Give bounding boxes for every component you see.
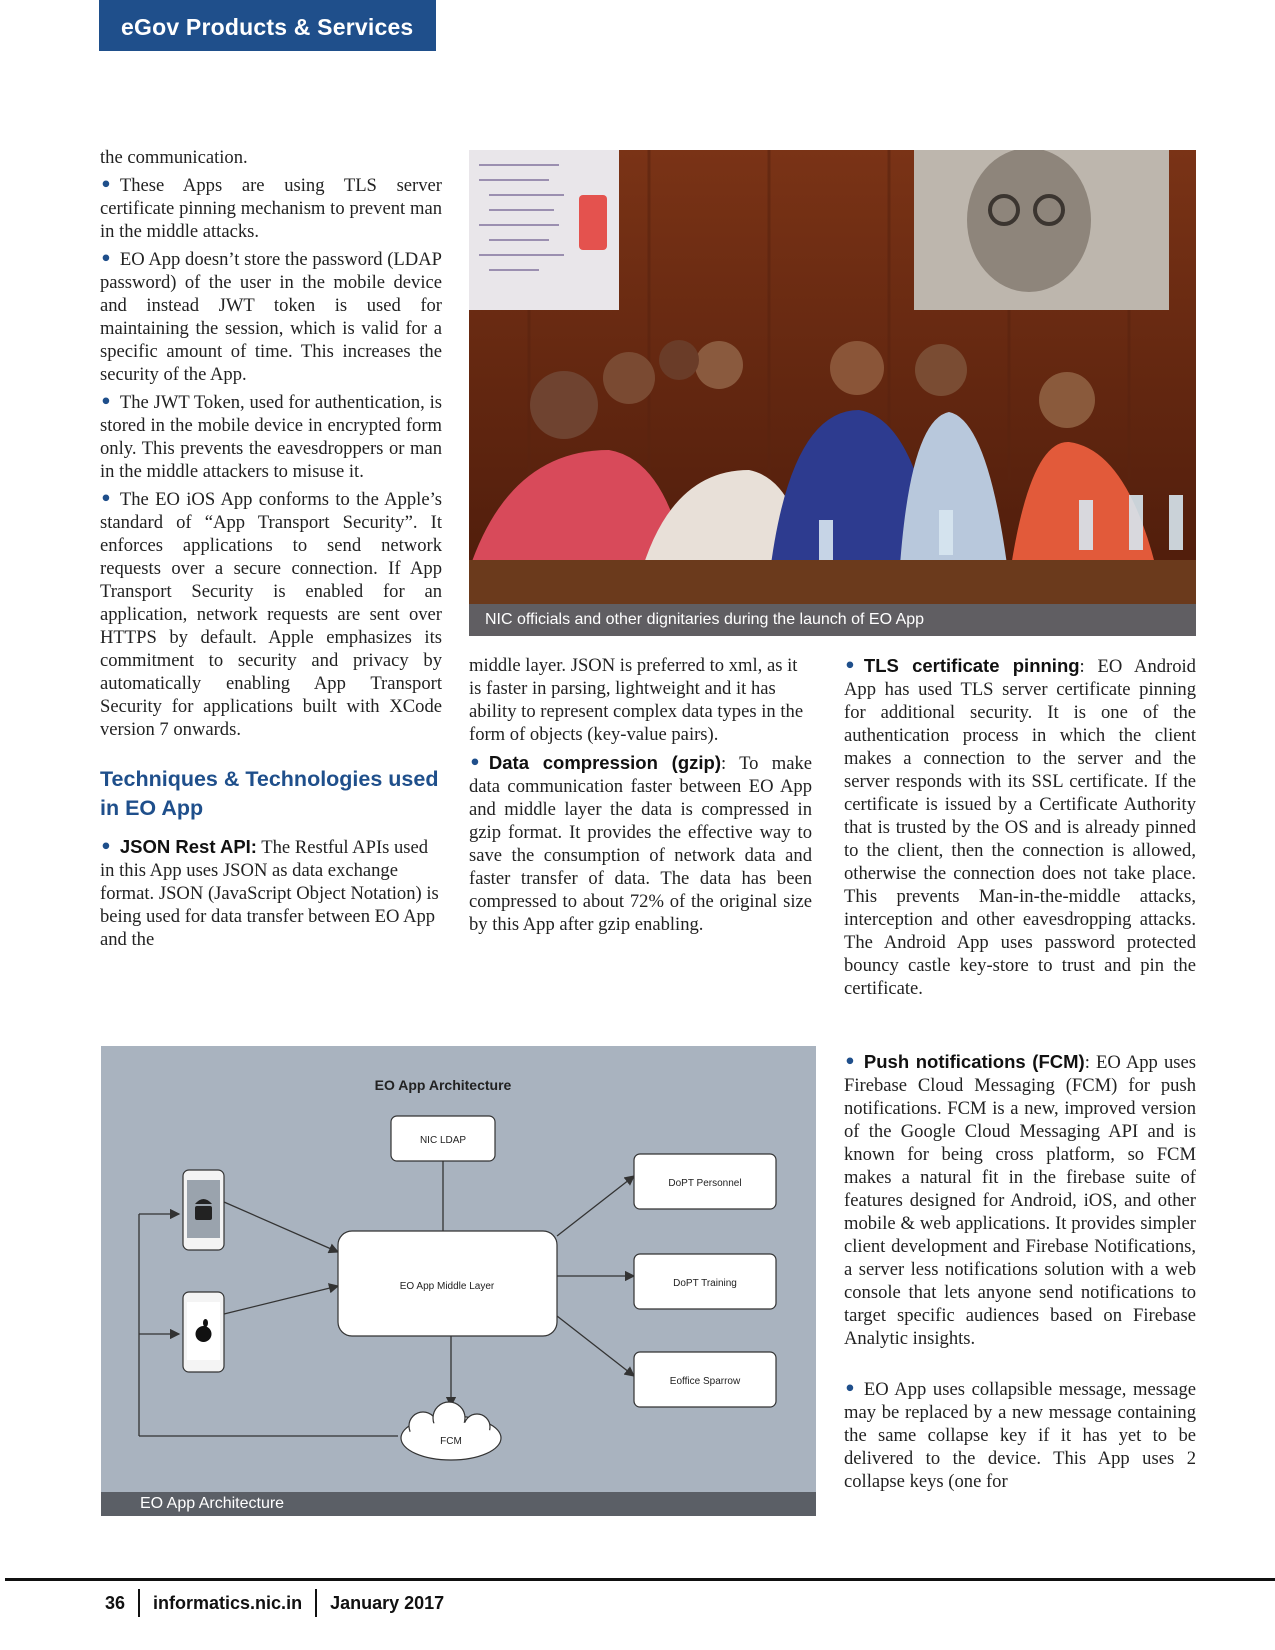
bullet-fcm: • Push notifications (FCM): EO App uses Firebase Cloud Messaging (FCM) for push notifications. FCM is a new, improved version of the Google Cloud Messaging API and is known for being cross platform, so FCM makes a natural fit in the firebase suite of features designed for Android, iOS, and other mobile & web applications. It provides simpler client development and Firebase Notifications, a server less notifications solution with a web console that lets anyone send notifications to target specific audiences based on Firebase Analytic insights. [844,1050,1196,1350]
apple-phone-icon [183,1292,224,1372]
intro-text: the communication. [100,147,248,168]
middle-column [469,654,812,941]
node-dopt-training-label: DoPT Training [673,1278,737,1289]
bullet-gzip: • Data compression (gzip): To make data communication faster between EO App and middle layer the data is compressed in gzip format. It provides the effective way to save the consumption of network data and faster transfer of data. The data has been compressed to about 72% of the original size by this App after gzip enabling. [469,751,812,936]
json-lead: JSON Rest API: [119,836,257,857]
diagram-title: EO App Architecture [374,1077,512,1093]
footer-separator [138,1589,140,1617]
diagram-caption: EO App Architecture [101,1492,816,1516]
left-column [100,146,442,956]
json-continuation: middle layer. JSON is preferred to xml, as it is faster in parsing, lightweight and it has ability to represent complex data types in the form of objects (key-value pairs). [469,655,804,745]
photo-caption: NIC officials and other dignitaries during the launch of EO App [469,604,1196,636]
node-dopt-personnel-label: DoPT Personnel [668,1178,742,1189]
bullet-tls-pinning: • These Apps are using TLS server certificate pinning mechanism to prevent man in the middle attacks. [100,174,442,243]
photo-illustration [469,150,1196,636]
bullet-password-storage: • EO App doesn’t store the password (LDAP password) of the user in the mobile device and instead JWT token is used for maintaining the session, which is valid for a specific amount of time. This increases the security of the App. [100,248,442,386]
footer-separator [315,1589,317,1617]
bullet-collapse-key: • EO App uses collapsible message, message may be replaced by a new message containing the same collapse key if it has yet to be delivered to the device. This App uses 2 collapse keys (one for [844,1378,1196,1493]
android-phone-icon [183,1170,224,1250]
bullet-ios-ats: • The EO iOS App conforms to the Apple’s standard of “App Transport Security”. It enforces applications to send network requests over a secure connection. If App Transport Security is enabled for an application, network requests are sent over HTTPS by default. Apple emphasizes its commitment to security and privacy by automatically enabling App Transport Security for applications built with XCode version 7 onwards. [100,488,442,741]
right-column-bottom [844,1050,1196,1498]
tls-lead: TLS certificate pinning [863,655,1080,676]
page-number: 36 [105,1592,126,1613]
bullet-jwt-token: • The JWT Token, used for authentication, is stored in the mobile device in encrypted form only. This prevents the eavesdroppers or man in the middle attackers to misuse it. [100,391,442,483]
gzip-lead: Data compression (gzip) [488,752,721,773]
section-title: Techniques & Technologies used in EO App [100,767,439,820]
footer-issue: January 2017 [330,1592,445,1613]
node-middle-layer-label: EO App Middle Layer [399,1281,495,1292]
bullet-json-api: • JSON Rest API: The Restful APIs used in this App uses JSON as data exchange format. JSON (JavaScript Object Notation) is being used for data transfer between EO App and the [100,835,442,951]
footer-site: informatics.nic.in [153,1592,303,1613]
fcm-lead: Push notifications (FCM) [863,1051,1085,1072]
architecture-svg [101,1046,816,1492]
bullet-tls-certificate: • TLS certificate pinning: EO Android App has used TLS server certificate pinning for additional security. It is one of the authentication process in which the client makes a connection to the server and the server responds with its SSL certificate. If the certificate is issued by a Certificate Authority that is trusted by the OS and is already pinned to the client, then the connection is allowed, otherwise the connection does not take place. This prevents Man-in-the-middle attacks, interception and other eavesdropping attacks. The Android App uses password protected bouncy castle key-store to trust and pin the certificate. [844,654,1196,1000]
page-footer [105,1588,444,1618]
fcm-cloud-icon [401,1402,501,1460]
right-column-top [844,654,1196,1005]
node-eoffice-sparrow-label: Eoffice Sparrow [669,1376,741,1387]
architecture-diagram [101,1046,816,1516]
section-header-tab [99,0,436,51]
section-label: eGov Products & Services [121,14,414,40]
node-fcm-label: FCM [440,1436,462,1447]
footer-rule [5,1578,1275,1581]
node-nic-ldap-label: NIC LDAP [419,1135,467,1146]
launch-photo [469,150,1196,636]
